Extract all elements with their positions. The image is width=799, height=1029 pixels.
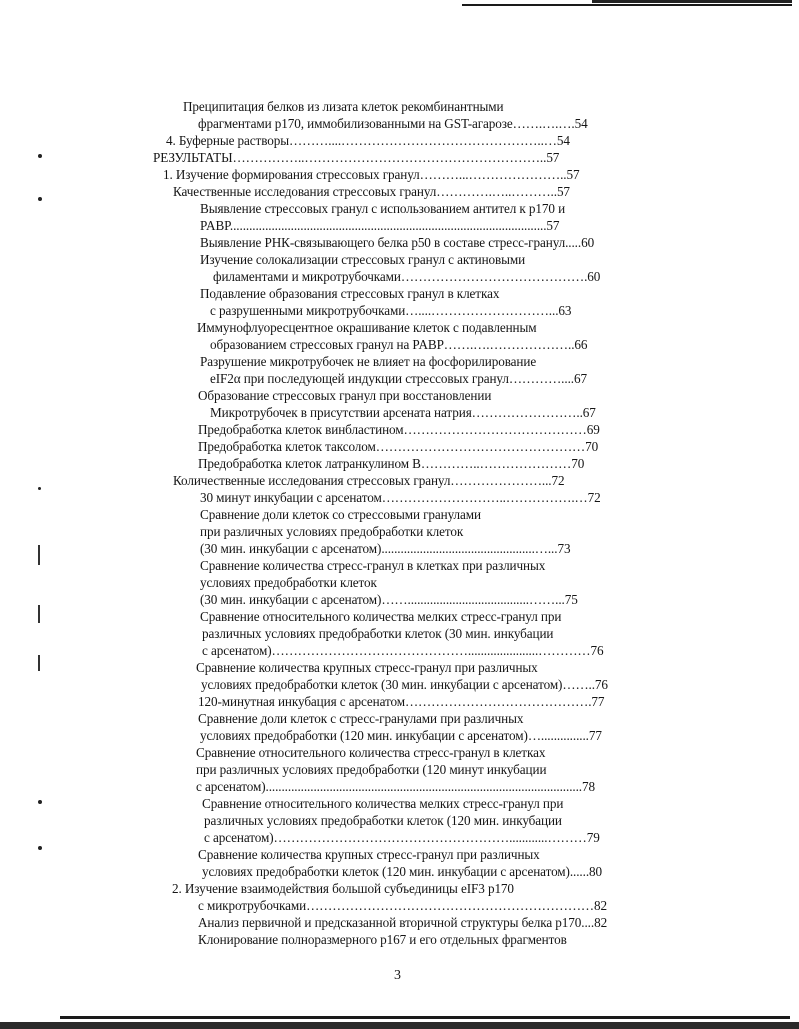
scan-edge-bottom-band	[0, 1022, 799, 1029]
toc-entry: 1. Изучение формирования стрессовых гранул………...…………………..57	[163, 167, 580, 182]
toc-entry: Сравнение относительного количества мелких стресс-гранул при	[200, 609, 562, 624]
toc-entry: условиях предобработки клеток (30 мин. инкубации с арсенатом)……..76	[201, 677, 608, 692]
page-number: 3	[394, 968, 401, 983]
toc-entry: Выявление стрессовых гранул с использованием антител к p170 и	[200, 201, 566, 216]
toc-entry: Сравнение доли клеток с стресс-гранулами при различных	[198, 711, 524, 726]
toc-entry: 4. Буферные растворы………....………………………………………..…54	[166, 133, 570, 148]
scan-mark	[38, 605, 40, 623]
toc-entry: Сравнение количества стресс-гранул в клетках при различных	[200, 558, 546, 573]
toc-entry: 120-минутная инкубация с арсенатом…………………………………….77	[198, 694, 605, 709]
toc-entry: Изучение солокализации стрессовых гранул с актиновыми	[200, 252, 526, 267]
toc-entry: Сравнение доли клеток со стрессовыми гранулами	[200, 507, 481, 522]
toc-entry: Клонирование полноразмерного p167 и его отдельных фрагментов	[198, 932, 567, 947]
toc-entry: Предобработка клеток винбластином……………………………………69	[198, 422, 600, 437]
toc-entry: фрагментами p170, иммобилизованными на GST-агарозе…….….….54	[198, 116, 588, 131]
toc-entry: PABP...................................................................................................57	[200, 218, 560, 233]
toc-entry: Предобработка клеток латранкулином В…………..…………………70	[198, 456, 585, 471]
scan-speck	[38, 800, 42, 804]
toc-entry: Микротрубочек в присутствии арсената натрия……………………..67	[210, 405, 596, 420]
scan-speck	[38, 197, 42, 201]
toc-entry: условиях предобработки клеток	[200, 575, 377, 590]
toc-entry: при различных условиях предобработки клеток	[200, 524, 464, 539]
toc-entry: Анализ первичной и предсказанной вторичной структуры белка p170....82	[198, 915, 608, 930]
scan-edge-bottom	[60, 1016, 790, 1019]
toc-entry: (30 мин. инкубации с арсенатом)……......................................……...75	[200, 592, 578, 607]
toc-entry: с арсенатом)...................................................................................................78	[196, 779, 595, 794]
toc-entry: с разрушенными микротрубочками…....………………………...63	[210, 303, 572, 318]
scan-mark	[38, 545, 40, 565]
toc-entry: Сравнение количества крупных стресс-гранул при различных	[196, 660, 538, 675]
toc-entry: Сравнение количества крупных стресс-гранул при различных	[198, 847, 540, 862]
toc-entry: 30 минут инкубации с арсенатом………………………..…………….…72	[200, 490, 601, 505]
scan-mark	[38, 655, 40, 671]
toc-entry: условиях предобработки клеток (120 мин. инкубации с арсенатом)......80	[202, 864, 603, 879]
scan-speck	[38, 487, 41, 490]
toc-entry: с арсенатом)………………………………………......................…………76	[202, 643, 604, 658]
toc-entry: образованием стрессовых гранул на PABP…….….………………..66	[210, 337, 588, 352]
toc-entry: различных условиях предобработки клеток (30 мин. инкубации	[202, 626, 554, 641]
toc-entry: eIF2α при последующей индукции стрессовых гранул…………....67	[210, 371, 587, 386]
toc-entry: различных условиях предобработки клеток (120 мин. инкубации	[204, 813, 562, 828]
toc-entry: с арсенатом)………………………………………………............………79	[204, 830, 600, 845]
toc-entry: Преципитация белков из лизата клеток рекомбинантными	[183, 99, 504, 114]
scan-edge-top-line	[462, 4, 792, 6]
toc-entry: Разрушение микротрубочек не влияет на фосфорилирование	[200, 354, 537, 369]
toc-entry: филаментами и микротрубочками…………………………………….60	[213, 269, 601, 284]
toc-entry: Выявление РНК-связывающего белка p50 в составе стресс-гранул.....60	[200, 235, 595, 250]
toc-entry: Качественные исследования стрессовых гранул………….…..………..57	[173, 184, 570, 199]
toc-entry: с микротрубочками…………………………………………………………82	[198, 898, 608, 913]
toc-entry: Сравнение относительного количества мелких стресс-гранул при	[202, 796, 564, 811]
scan-speck	[38, 846, 42, 850]
scan-speck	[38, 154, 42, 158]
toc-entry: Предобработка клеток таксолом…………………………………………70	[198, 439, 599, 454]
scan-edge-top	[592, 0, 792, 3]
toc-entry: Сравнение относительного количества стресс-гранул в клетках	[196, 745, 546, 760]
toc-entry: условиях предобработки (120 мин. инкубации с арсенатом)…...............77	[200, 728, 602, 743]
toc-entry: Подавление образования стрессовых гранул в клетках	[200, 286, 500, 301]
toc-entry: 2. Изучение взаимодействия большой субъединицы eIF3 p170	[172, 881, 514, 896]
toc-entry: (30 мин. инкубации с арсенатом)................................................…...73	[200, 541, 571, 556]
toc-entry: при различных условиях предобработки (120 минут инкубации	[196, 762, 547, 777]
toc-entry: Иммунофлуоресцентное окрашивание клеток с подавленным	[197, 320, 537, 335]
toc-entry: Образование стрессовых гранул при восстановлении	[198, 388, 492, 403]
toc-entry: РЕЗУЛЬТАТЫ……………..………………………………………………..57	[153, 150, 560, 165]
toc-entry: Количественные исследования стрессовых гранул…………………...72	[173, 473, 565, 488]
